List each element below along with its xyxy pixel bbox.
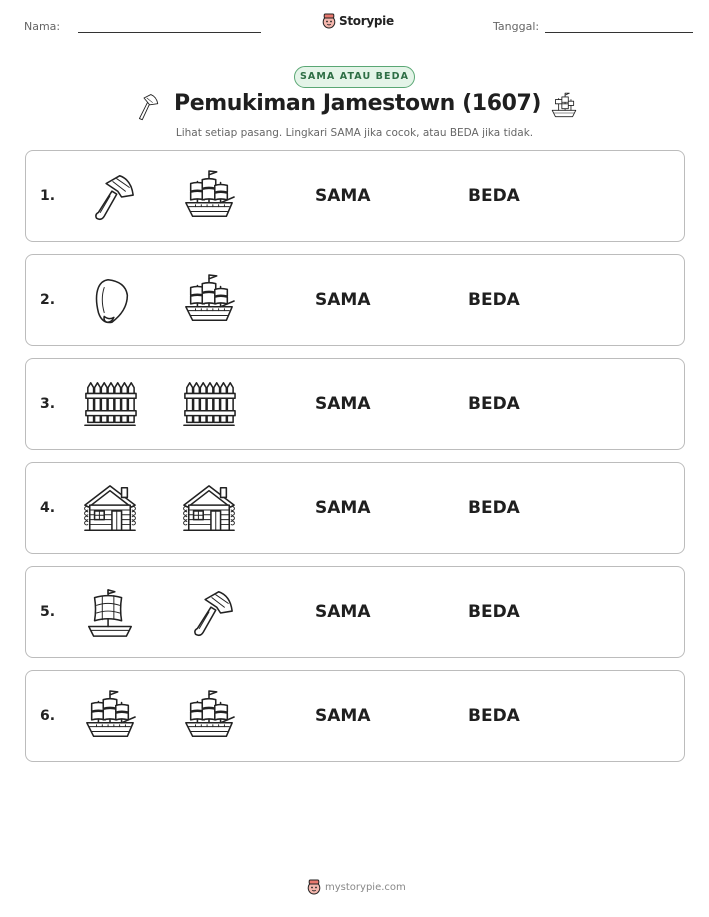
axe-icon — [128, 90, 160, 122]
brand-logo — [322, 13, 394, 29]
log-cabin-icon — [181, 481, 237, 537]
galleon-icon — [181, 169, 237, 225]
question-row — [25, 462, 685, 554]
row-number: 3. — [40, 396, 56, 412]
seed-icon — [82, 273, 138, 329]
same-option[interactable]: SAMA — [315, 394, 371, 414]
axe-icon — [181, 585, 237, 641]
name-input-line[interactable] — [78, 21, 261, 33]
page-title: Pemukiman Jamestown (1607) — [174, 91, 542, 116]
same-option[interactable]: SAMA — [315, 602, 371, 622]
galleon-icon — [181, 689, 237, 745]
name-label: Nama: — [24, 20, 61, 33]
footer — [307, 879, 406, 895]
row-number: 1. — [40, 188, 56, 204]
row-number: 4. — [40, 500, 56, 516]
fence-icon — [181, 377, 237, 433]
question-row — [25, 150, 685, 242]
different-option[interactable]: BEDA — [468, 706, 520, 726]
storypie-mascot-icon — [307, 879, 321, 895]
galleon-icon — [549, 91, 579, 121]
question-row — [25, 670, 685, 762]
galleon-icon — [82, 689, 138, 745]
activity-badge: SAMA ATAU BEDA — [294, 66, 415, 88]
brand-name: Storypie — [339, 14, 394, 28]
same-option[interactable]: SAMA — [315, 706, 371, 726]
instructions: Lihat setiap pasang. Lingkari SAMA jika cocok, atau BEDA jika tidak. — [175, 127, 534, 139]
question-row — [25, 254, 685, 346]
same-option[interactable]: SAMA — [315, 290, 371, 310]
galleon-icon — [181, 273, 237, 329]
row-number: 2. — [40, 292, 56, 308]
question-row — [25, 358, 685, 450]
footer-url: mystorypie.com — [325, 881, 406, 893]
fence-icon — [82, 377, 138, 433]
log-cabin-icon — [82, 481, 138, 537]
different-option[interactable]: BEDA — [468, 602, 520, 622]
different-option[interactable]: BEDA — [468, 186, 520, 206]
different-option[interactable]: BEDA — [468, 290, 520, 310]
storypie-mascot-icon — [322, 13, 336, 29]
row-number: 5. — [40, 604, 56, 620]
same-option[interactable]: SAMA — [315, 186, 371, 206]
date-label: Tanggal: — [493, 20, 540, 33]
same-option[interactable]: SAMA — [315, 498, 371, 518]
sailboat-icon — [82, 585, 138, 641]
name-field[interactable] — [24, 20, 261, 33]
date-input-line[interactable] — [545, 21, 693, 33]
row-number: 6. — [40, 708, 56, 724]
question-list — [25, 150, 685, 774]
axe-icon — [82, 169, 138, 225]
different-option[interactable]: BEDA — [468, 394, 520, 414]
question-row — [25, 566, 685, 658]
date-field[interactable] — [493, 20, 693, 33]
different-option[interactable]: BEDA — [468, 498, 520, 518]
